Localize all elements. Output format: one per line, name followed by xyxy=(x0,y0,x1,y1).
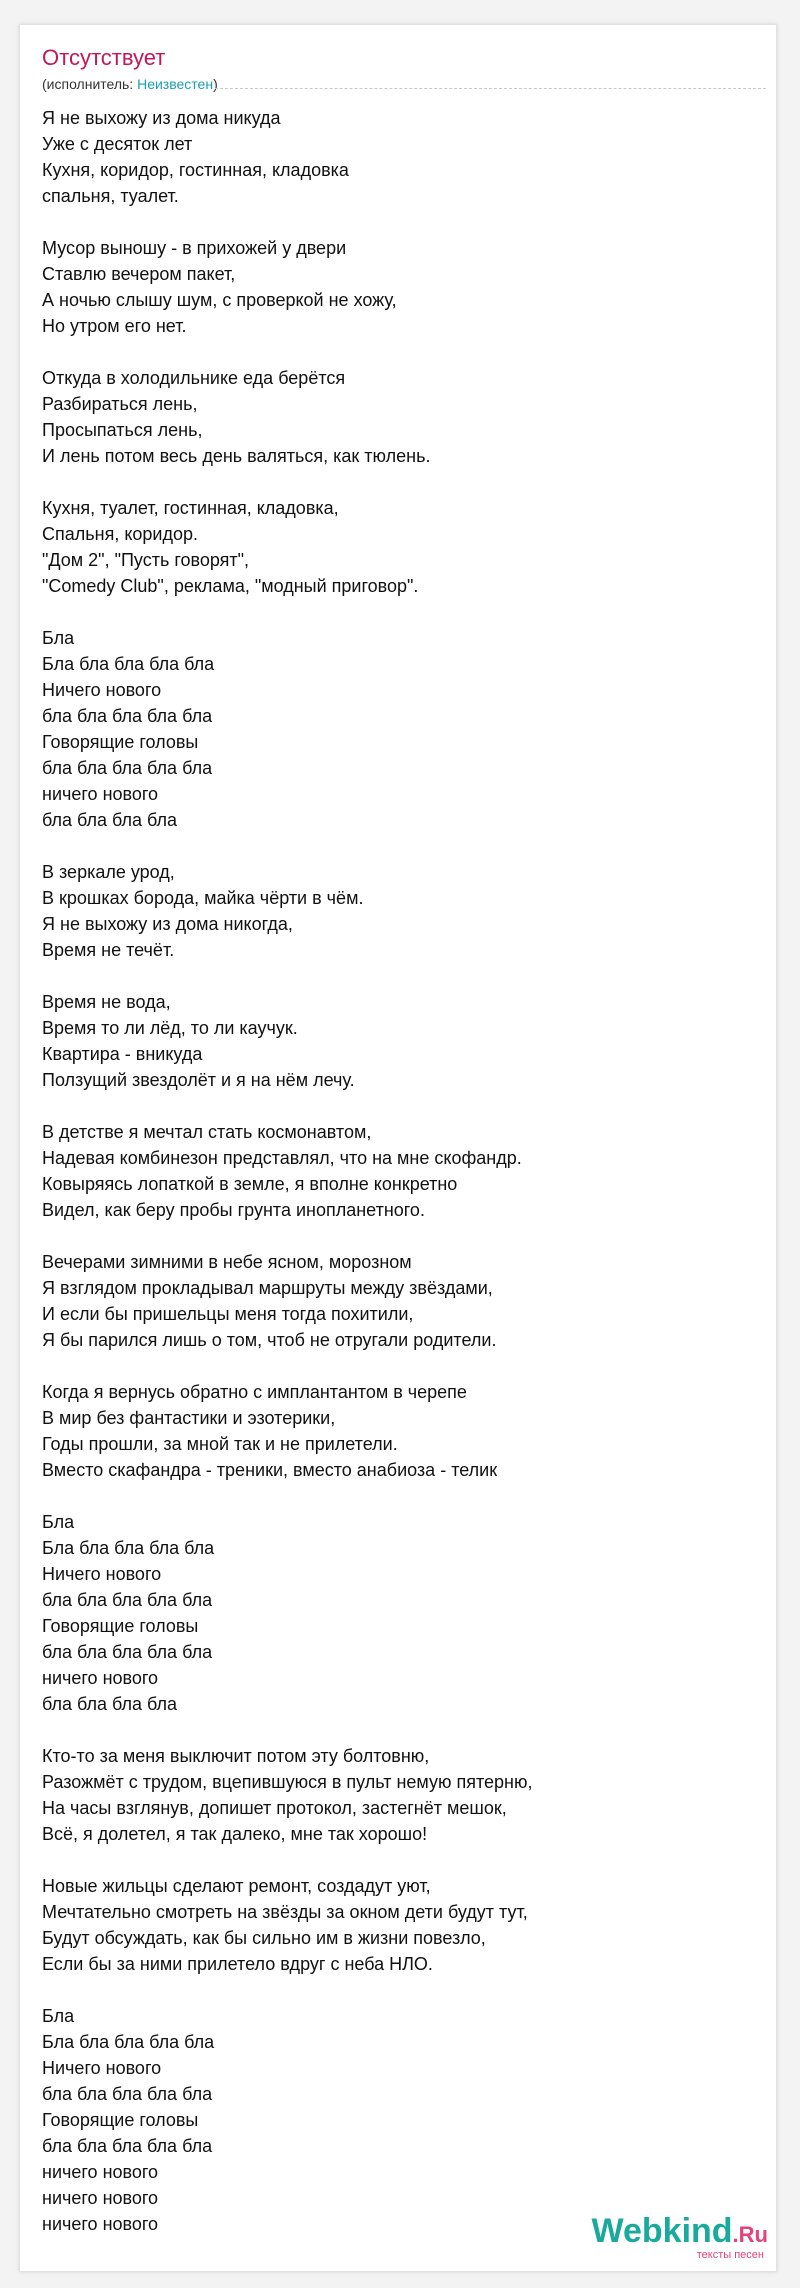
lyrics-text xyxy=(42,105,533,2263)
lyrics-line: бла бла бла бла бла xyxy=(42,1642,213,1662)
lyrics-line: Квартира - вникуда xyxy=(42,1044,203,1064)
logo-tld-text: .Ru xyxy=(732,2222,768,2247)
lyrics-line: Время не течёт. xyxy=(42,940,175,960)
lyrics-stanza xyxy=(42,1873,533,1977)
lyrics-line: ничего нового xyxy=(42,2214,159,2234)
lyrics-line: Ничего нового xyxy=(42,680,162,700)
lyrics-line: бла бла бла бла xyxy=(42,1694,178,1714)
lyrics-line: Ничего нового xyxy=(42,1564,162,1584)
lyrics-line: бла бла бла бла xyxy=(42,810,178,830)
lyrics-line: бла бла бла бла бла xyxy=(42,706,213,726)
lyrics-card xyxy=(19,24,777,2272)
lyrics-line: "Дом 2", "Пусть говорят", xyxy=(42,550,250,570)
lyrics-line: В зеркале урод, xyxy=(42,862,175,882)
lyrics-line: Надевая комбинезон представлял, что на мне скофандр. xyxy=(42,1148,522,1168)
lyrics-line: Бла xyxy=(42,1512,75,1532)
lyrics-line: Бла бла бла бла бла xyxy=(42,654,215,674)
lyrics-line: Разбираться лень, xyxy=(42,394,198,414)
lyrics-stanza xyxy=(42,365,533,469)
lyrics-line: Будут обсуждать, как бы сильно им в жизни повезло, xyxy=(42,1928,486,1948)
lyrics-stanza xyxy=(42,989,533,1093)
song-title: Отсутствует xyxy=(42,45,166,70)
lyrics-line: "Comedy Club", реклама, "модный приговор". xyxy=(42,576,419,596)
lyrics-stanza xyxy=(42,1249,533,1353)
lyrics-line: бла бла бла бла бла xyxy=(42,2136,213,2156)
lyrics-line: А ночью слышу шум, с проверкой не хожу, xyxy=(42,290,397,310)
lyrics-line: Время не вода, xyxy=(42,992,171,1012)
lyrics-line: Кухня, коридор, гостинная, кладовка xyxy=(42,160,349,180)
lyrics-line: Бла бла бла бла бла xyxy=(42,2032,215,2052)
lyrics-stanza xyxy=(42,625,533,833)
lyrics-line: Говорящие головы xyxy=(42,732,199,752)
lyrics-line: Видел, как беру пробы грунта инопланетного. xyxy=(42,1200,425,1220)
lyrics-stanza xyxy=(42,859,533,963)
lyrics-line: Ничего нового xyxy=(42,2058,162,2078)
lyrics-line: Я бы парился лишь о том, чтоб не отругали родители. xyxy=(42,1330,497,1350)
site-logo[interactable] xyxy=(592,2214,769,2261)
artist-line xyxy=(42,75,218,93)
lyrics-line: Разожмёт с трудом, вцепившуюся в пульт немую пятерню, xyxy=(42,1772,533,1792)
lyrics-stanza xyxy=(42,1509,533,1717)
lyrics-line: Годы прошли, за мной так и не прилетели. xyxy=(42,1434,398,1454)
lyrics-line: Время то ли лёд, то ли каучук. xyxy=(42,1018,298,1038)
lyrics-line: Вечерами зимними в небе ясном, морозном xyxy=(42,1252,412,1272)
lyrics-line: Ползущий звездолёт и я на нём лечу. xyxy=(42,1070,355,1090)
lyrics-line: Бла бла бла бла бла xyxy=(42,1538,215,1558)
lyrics-line: Когда я вернусь обратно с имплантантом в черепе xyxy=(42,1382,467,1402)
lyrics-line: Я не выхожу из дома никуда xyxy=(42,108,281,128)
lyrics-line: Откуда в холодильнике еда берётся xyxy=(42,368,346,388)
lyrics-stanza xyxy=(42,1379,533,1483)
lyrics-line: Мусор выношу - в прихожей у двери xyxy=(42,238,347,258)
lyrics-line: Но утром его нет. xyxy=(42,316,187,336)
lyrics-line: На часы взглянув, допишет протокол, застегнёт мешок, xyxy=(42,1798,507,1818)
lyrics-line: Уже с десяток лет xyxy=(42,134,193,154)
artist-suffix: ) xyxy=(213,76,218,92)
lyrics-stanza xyxy=(42,1119,533,1223)
lyrics-line: В мир без фантастики и эзотерики, xyxy=(42,1408,336,1428)
lyrics-line: Если бы за ними прилетело вдруг с неба НЛО. xyxy=(42,1954,433,1974)
logo-main-text: Webkind xyxy=(591,2212,733,2250)
lyrics-line: В детстве я мечтал стать космонавтом, xyxy=(42,1122,372,1142)
lyrics-line: Просыпаться лень, xyxy=(42,420,203,440)
lyrics-line: ничего нового xyxy=(42,784,159,804)
lyrics-line: Мечтательно смотреть на звёзды за окном дети будут тут, xyxy=(42,1902,528,1922)
lyrics-line: В крошках борода, майка чёрти в чём. xyxy=(42,888,364,908)
lyrics-line: Бла xyxy=(42,2006,75,2026)
lyrics-line: Говорящие головы xyxy=(42,1616,199,1636)
lyrics-line: И если бы пришельцы меня тогда похитили, xyxy=(42,1304,414,1324)
lyrics-line: ничего нового xyxy=(42,2188,159,2208)
lyrics-line: И лень потом весь день валяться, как тюлень. xyxy=(42,446,431,466)
artist-link[interactable]: Неизвестен xyxy=(137,76,214,92)
lyrics-line: бла бла бла бла бла xyxy=(42,1590,213,1610)
logo-tagline: тексты песен xyxy=(696,2249,764,2261)
lyrics-line: Новые жильцы сделают ремонт, создадут уют, xyxy=(42,1876,431,1896)
lyrics-line: Кухня, туалет, гостинная, кладовка, xyxy=(42,498,339,518)
lyrics-line: Кто-то за меня выключит потом эту болтовню, xyxy=(42,1746,430,1766)
lyrics-line: Вместо скафандра - треники, вместо анабиоза - телик xyxy=(42,1460,498,1480)
lyrics-stanza xyxy=(42,2003,533,2237)
lyrics-stanza xyxy=(42,235,533,339)
artist-prefix: (исполнитель: xyxy=(42,76,138,92)
lyrics-stanza xyxy=(42,105,533,209)
lyrics-line: Всё, я долетел, я так далеко, мне так хорошо! xyxy=(42,1824,428,1844)
lyrics-stanza xyxy=(42,1743,533,1847)
lyrics-line: ничего нового xyxy=(42,1668,159,1688)
lyrics-line: Ставлю вечером пакет, xyxy=(42,264,236,284)
lyrics-line: бла бла бла бла бла xyxy=(42,2084,213,2104)
lyrics-line: спальня, туалет. xyxy=(42,186,179,206)
lyrics-line: Говорящие головы xyxy=(42,2110,199,2130)
lyrics-line: Спальня, коридор. xyxy=(42,524,199,544)
divider xyxy=(215,88,766,89)
lyrics-line: Я не выхожу из дома никогда, xyxy=(42,914,293,934)
lyrics-line: Ковыряясь лопаткой в земле, я вполне конкретно xyxy=(42,1174,458,1194)
lyrics-stanza xyxy=(42,495,533,599)
lyrics-line: Бла xyxy=(42,628,75,648)
lyrics-line: бла бла бла бла бла xyxy=(42,758,213,778)
lyrics-line: Я взглядом прокладывал маршруты между звёздами, xyxy=(42,1278,493,1298)
lyrics-line: ничего нового xyxy=(42,2162,159,2182)
